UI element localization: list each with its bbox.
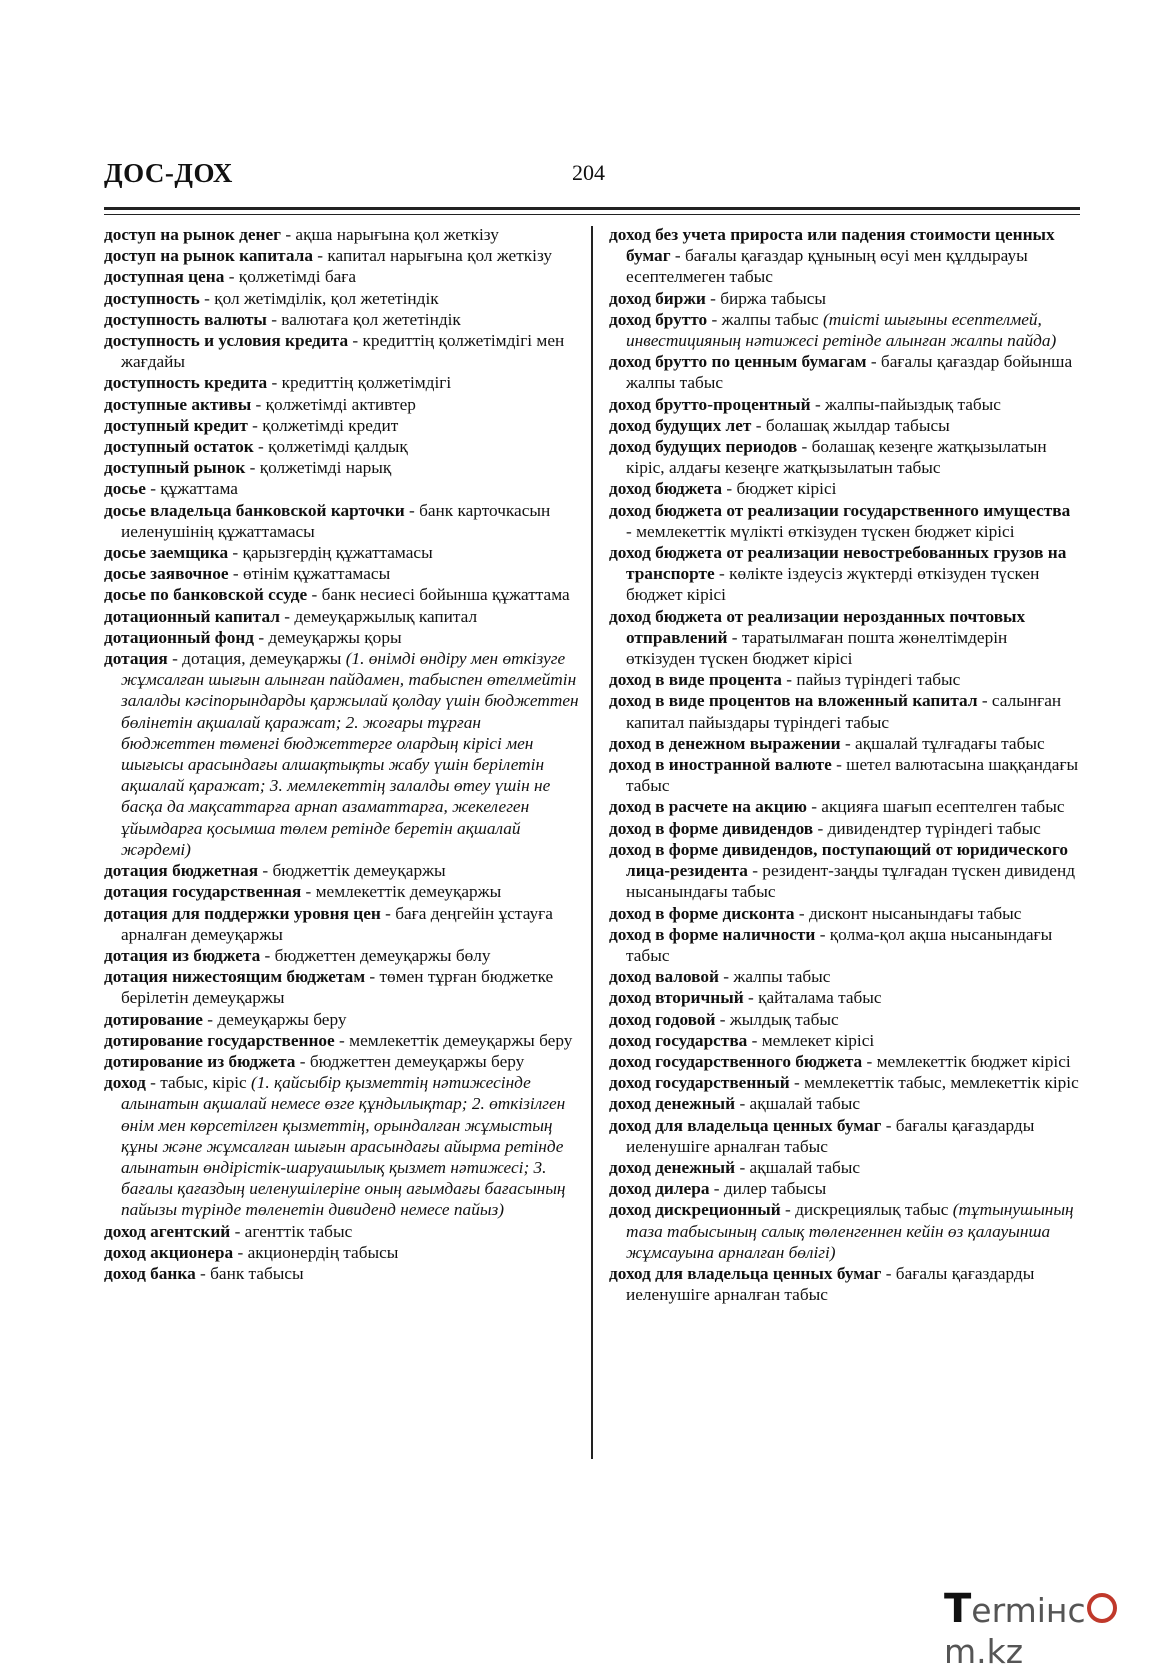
entry-definition: - мемлекеттік бюджет кірісі — [862, 1051, 1071, 1071]
entry-term: доход в расчете на акцию — [609, 797, 807, 817]
entry-definition: - көлікте іздеусіз жүктерді өткізуден түскен бюджет кірісі — [626, 564, 1040, 605]
dictionary-entry — [104, 457, 579, 478]
dictionary-entry — [609, 1178, 1079, 1199]
dictionary-entry — [104, 436, 579, 457]
entry-term: дотационный капитал — [104, 606, 280, 626]
dictionary-entry — [104, 309, 579, 330]
entry-definition: - кредиттің қолжетімдігі мен жағдайы — [121, 331, 565, 372]
dictionary-entry — [609, 309, 1079, 351]
entry-definition: - бюджеттен демеуқаржы беру — [295, 1051, 525, 1071]
dictionary-entry — [609, 351, 1079, 393]
dictionary-entry — [609, 818, 1079, 839]
entry-term: доход государства — [609, 1030, 748, 1050]
entry-term: доход акционера — [104, 1242, 234, 1262]
entry-term: доход брутто по ценным бумагам — [609, 352, 867, 372]
entry-definition: - агенттік табыс — [230, 1221, 353, 1241]
entry-term: доход будущих лет — [609, 415, 752, 435]
entry-definition: - акцияға шағып есептелген табыс — [806, 797, 1065, 817]
dictionary-entry — [609, 903, 1079, 924]
entry-definition: - қолжетімді нарық — [245, 458, 392, 478]
entry-definition: - резидент-заңды тұлғадан түскен дивиденд нысанындағы табыс — [626, 861, 1076, 902]
watermark-text-1: ermінc — [971, 1591, 1086, 1630]
entry-term: доход для владельца ценных бумаг — [609, 1115, 882, 1135]
dictionary-entry — [609, 436, 1079, 478]
entry-definition: - болашақ кезеңге жатқызылатын кіріс, алдағы кезеңге жатқызылатын табыс — [626, 437, 1047, 478]
entry-term: доход в иностранной валюте — [609, 755, 832, 775]
entry-term: доступная цена — [104, 267, 225, 287]
entry-definition: - өтінім құжаттамасы — [228, 564, 391, 584]
dictionary-entry — [609, 224, 1079, 288]
dictionary-entry — [609, 606, 1079, 670]
column-divider — [591, 226, 593, 1459]
dictionary-entry — [609, 1263, 1079, 1305]
entry-term: доход биржи — [609, 288, 706, 308]
entry-note: (тұтынушының таза табысының салық төленгеннен кейін өз қалауынша жұмсауына арналған бөлігі) — [626, 1200, 1074, 1262]
entry-term: доход — [104, 1073, 146, 1093]
entry-term: доход бюджета — [609, 479, 723, 499]
entry-definition: - валютаға қол жететіндік — [266, 309, 461, 329]
watermark-text-2: m.kz — [944, 1632, 1024, 1671]
dictionary-entry — [104, 372, 579, 393]
dictionary-entry — [104, 1221, 579, 1242]
entry-definition: - пайыз түріндегі табыс — [781, 670, 961, 690]
dictionary-entry — [104, 245, 579, 266]
dictionary-entry — [609, 1030, 1079, 1051]
dictionary-entry — [104, 1009, 579, 1030]
entry-definition: - дилер табысы — [709, 1179, 827, 1199]
entry-definition: - бағалы қағаздарды иеленушіге арналған табыс — [626, 1263, 1035, 1305]
dictionary-entry — [609, 288, 1079, 309]
entry-term: доступ на рынок капитала — [104, 246, 313, 266]
entry-note: (тиісті шығыны есептелмей, инвестицияның нәтижесі ретінде алынған жалпы пайда) — [626, 309, 1057, 351]
entry-term: доход государственного бюджета — [609, 1051, 863, 1071]
entry-term: доступный рынок — [104, 458, 246, 478]
entry-definition: - шетел валютасына шаққандағы табыс — [626, 755, 1079, 796]
entry-definition: - табыс, кіріс — [145, 1073, 252, 1093]
entry-definition: - қолжетімді қалдық — [253, 437, 408, 457]
entry-term: досье владельца банковской карточки — [104, 500, 405, 520]
dictionary-entry — [609, 1051, 1079, 1072]
dictionary-entry — [609, 1072, 1079, 1093]
dictionary-entry — [104, 1072, 579, 1220]
dictionary-entry — [609, 669, 1079, 690]
dictionary-entry — [104, 542, 579, 563]
entry-term: доход дилера — [609, 1179, 710, 1199]
entry-term: доход в виде процента — [609, 670, 782, 690]
entry-definition: - мемлекет кірісі — [747, 1030, 875, 1050]
entry-term: доход без учета прироста или падения стоимости ценных бумаг — [609, 225, 1055, 266]
entry-term: дотация бюджетная — [104, 861, 259, 881]
entry-term: доступный остаток — [104, 437, 254, 457]
entry-definition: - қайталама табыс — [743, 988, 882, 1008]
entry-definition: - капитал нарығына қол жеткізу — [312, 246, 553, 266]
entry-definition: - баға деңгейін ұстауға арналған демеуқаржы — [121, 903, 553, 944]
right-column — [609, 224, 1079, 1305]
entry-definition: - дотация, демеуқаржы — [167, 649, 346, 669]
dictionary-entry — [609, 966, 1079, 987]
entry-term: доход бюджета от реализации нерозданных почтовых отправлений — [609, 606, 1026, 647]
dictionary-entry — [104, 1263, 579, 1284]
entry-definition: - құжаттама — [145, 479, 238, 499]
entry-definition: - мемлекеттік демеуқаржы — [301, 882, 502, 902]
entry-definition: - мемлекеттік демеуқаржы беру — [334, 1030, 573, 1050]
dictionary-entry — [104, 881, 579, 902]
dictionary-entry — [104, 606, 579, 627]
entry-term: доход в форме дисконта — [609, 903, 795, 923]
entry-definition: - дисконт нысанындағы табыс — [794, 903, 1022, 923]
watermark-t: T — [944, 1586, 972, 1632]
dictionary-entry — [104, 945, 579, 966]
entry-term: доход брутто — [609, 309, 708, 329]
dictionary-entry — [609, 1157, 1079, 1178]
dictionary-entry — [104, 500, 579, 542]
entry-definition: - қолма-қол ақша нысанындағы табыс — [626, 924, 1053, 965]
dictionary-entry — [104, 966, 579, 1008]
entry-term: доход государственный — [609, 1073, 790, 1093]
entry-definition: - мемлекеттік табыс, мемлекеттік кіріс — [789, 1073, 1079, 1093]
entry-term: доход бюджета от реализации государственного имущества — [609, 500, 1071, 520]
dictionary-entry — [609, 924, 1079, 966]
dictionary-entry — [104, 1242, 579, 1263]
dictionary-entry — [609, 987, 1079, 1008]
dictionary-entry — [609, 394, 1079, 415]
entry-definition: - бюджеттен демеуқаржы бөлу — [260, 945, 491, 965]
dictionary-entry — [104, 224, 579, 245]
entry-term: доход дискреционный — [609, 1200, 781, 1220]
entry-term: дотирование — [104, 1009, 203, 1029]
watermark-o-icon — [1087, 1593, 1117, 1623]
entry-definition: - банк несиесі бойынша құжаттама — [307, 585, 570, 605]
dictionary-entry — [609, 1093, 1079, 1114]
entry-definition: - төмен тұрған бюджетке берілетін демеуқаржы — [121, 967, 554, 1008]
dictionary-entry — [104, 903, 579, 945]
entry-term: доход годовой — [609, 1009, 716, 1029]
entry-definition: - акционердің табысы — [233, 1242, 399, 1262]
dictionary-entry — [104, 1030, 579, 1051]
dictionary-entry — [104, 330, 579, 372]
entry-definition: - қолжетімді кредит — [247, 415, 399, 435]
entry-term: доход в форме наличности — [609, 924, 816, 944]
entry-note: (1. қайсыбір қызметтің нәтижесінде алынатын ақшалай немесе өзге құндылықтар; 2. өткізілген өнім мен көрсетілген қызметтің, орындалған жұмыстың құны және жұмсалған шығын арасындағы айырма ретінде алынатын өндірістік-шаруашылық қызмет нәтижесі; 3. бағалы қағаздың иеленушілеріне оның ағымдағы бағасының пайызы түрінде төленетін дивиденд немесе пайыз) — [121, 1073, 566, 1220]
entry-term: доход банка — [104, 1263, 196, 1283]
entry-term: досье — [104, 479, 146, 499]
dictionary-entry — [104, 394, 579, 415]
entry-term: дотационный фонд — [104, 627, 255, 647]
entry-term: дотация государственная — [104, 882, 302, 902]
entry-term: доход денежный — [609, 1157, 736, 1177]
entry-term: доход в денежном выражении — [609, 733, 841, 753]
dictionary-entry — [104, 415, 579, 436]
entry-definition: - салынған капитал пайыздары түріндегі табыс — [626, 691, 1062, 732]
dictionary-entry — [104, 648, 579, 860]
entry-term: доступность и условия кредита — [104, 331, 349, 351]
entry-definition: - қолжетімді активтер — [251, 394, 416, 414]
entry-term: досье по банковской ссуде — [104, 585, 308, 605]
watermark-logo — [944, 1586, 1158, 1671]
entry-definition: - болашақ жылдар табысы — [751, 415, 950, 435]
entry-term: доступность — [104, 288, 200, 308]
dictionary-entry — [609, 1009, 1079, 1030]
entry-term: досье заявочное — [104, 564, 229, 584]
entry-term: доход в виде процентов на вложенный капитал — [609, 691, 978, 711]
left-column — [104, 224, 579, 1284]
entry-definition: - бағалы қағаздар бойынша жалпы табыс — [626, 352, 1073, 393]
dictionary-entry — [104, 563, 579, 584]
entry-term: досье заемщика — [104, 543, 229, 563]
entry-term: дотация из бюджета — [104, 945, 261, 965]
entry-term: дотация для поддержки уровня цен — [104, 903, 381, 923]
entry-definition: - ақша нарығына қол жеткізу — [281, 225, 499, 244]
dictionary-entry — [104, 584, 579, 605]
entry-note: (1. өнімді өндіру мен өткізуге жұмсалған шығын алынған пайдамен, табыспен өтелмейтін залалды кәсіпорындарды қаржылай қолдау үшін бюджеттен бөлінетін ақшалай қаражат; 2. жоғары тұрған бюджеттен төменгі бюджеттерге олардың кірісі мен шығысы арасындағы алшақтықты жабу үшін берілетін ақшалай қаражат; 3. мемлекеттің залалды өтеу үшін не басқа да мақсаттарға арнап азаматтарға, жекелеген ұйымдарға қосымша төлем ретінде беретін ақшалай жәрдемі) — [121, 649, 579, 859]
entry-definition: - қол жетімділік, қол жететіндік — [199, 288, 439, 308]
dictionary-entry — [609, 1199, 1079, 1263]
running-header-title: ДОС-ДОХ — [104, 158, 233, 188]
entry-definition: - дискрециялық табыс — [780, 1200, 953, 1220]
header-rule-thin — [104, 214, 1080, 215]
entry-definition: - бағалы қағаздар құнының өсуі мен құлдырауы есептелмеген табыс — [626, 246, 1028, 287]
header-rule-thick — [104, 207, 1080, 210]
entry-term: доход в форме дивидендов — [609, 818, 814, 838]
entry-definition: - жалпы табыс — [718, 967, 831, 987]
dictionary-entry — [104, 266, 579, 287]
dictionary-entry — [609, 733, 1079, 754]
entry-definition: - ақшалай тұлғадағы табыс — [840, 733, 1045, 753]
entry-definition: - жалпы-пайыздық табыс — [810, 394, 1001, 414]
entry-definition: - қолжетімді баға — [224, 267, 357, 287]
entry-definition: - банк табысы — [195, 1263, 304, 1283]
entry-term: дотация нижестоящим бюджетам — [104, 967, 366, 987]
dictionary-entry — [609, 796, 1079, 817]
dictionary-entry — [104, 288, 579, 309]
entry-definition: - демеуқаржылық капитал — [279, 606, 478, 626]
entry-definition: - кредиттің қолжетімдігі — [267, 373, 452, 393]
entry-definition: - таратылмаған пошта жөнелтімдерін өткізуден түскен бюджет кірісі — [626, 627, 1008, 669]
dictionary-entry — [609, 415, 1079, 436]
dictionary-entry — [609, 1115, 1079, 1157]
entry-definition: - биржа табысы — [705, 288, 826, 308]
entry-term: доход агентский — [104, 1221, 231, 1241]
entry-term: доход бюджета от реализации невостребованных грузов на транспорте — [609, 543, 1067, 584]
dictionary-entry — [609, 839, 1079, 903]
entry-term: доступность кредита — [104, 373, 268, 393]
entry-term: дотирование государственное — [104, 1030, 335, 1050]
entry-definition: - банк карточкасын иеленушінің құжаттамасы — [121, 500, 551, 541]
dictionary-entry — [609, 690, 1079, 732]
entry-term: доступ на рынок денег — [104, 225, 282, 244]
entry-term: доступность валюты — [104, 309, 267, 329]
entry-definition: - жылдық табыс — [715, 1009, 839, 1029]
entry-definition: - жалпы табыс — [707, 309, 823, 329]
entry-definition: - мемлекеттік мүлікті өткізуден түскен бюджет кірісі — [626, 521, 1015, 541]
entry-term: доход брутто-процентный — [609, 394, 811, 414]
entry-term: доход денежный — [609, 1094, 736, 1114]
entry-definition: - қарызгердің құжаттамасы — [228, 543, 433, 563]
entry-definition: - демеуқаржы қоры — [254, 627, 402, 647]
entry-term: дотация — [104, 649, 168, 669]
entry-term: доход вторичный — [609, 988, 744, 1008]
entry-term: доступные активы — [104, 394, 252, 414]
entry-term: доход для владельца ценных бумаг — [609, 1263, 882, 1283]
dictionary-entry — [609, 754, 1079, 796]
entry-term: доход будущих периодов — [609, 437, 798, 457]
entry-definition: - демеуқаржы беру — [202, 1009, 347, 1029]
entry-definition: - ақшалай табыс — [735, 1094, 861, 1114]
dictionary-entry — [104, 860, 579, 881]
entry-definition: - бюджеттік демеуқаржы — [258, 861, 446, 881]
entry-term: доступный кредит — [104, 415, 248, 435]
entry-term: доход валовой — [609, 967, 719, 987]
dictionary-entry — [104, 478, 579, 499]
entry-definition: - ақшалай табыс — [735, 1157, 861, 1177]
entry-term: дотирование из бюджета — [104, 1051, 296, 1071]
dictionary-entry — [609, 478, 1079, 499]
dictionary-entry — [609, 500, 1079, 542]
dictionary-entry — [104, 627, 579, 648]
page-number: 204 — [572, 160, 605, 185]
entry-definition: - дивидендтер түріндегі табыс — [813, 818, 1041, 838]
dictionary-entry — [609, 542, 1079, 606]
dictionary-entry — [104, 1051, 579, 1072]
entry-definition: - бағалы қағаздарды иеленушіге арналған табыс — [626, 1115, 1035, 1156]
entry-definition: - бюджет кірісі — [722, 479, 837, 499]
entry-term: доход в форме дивидендов, поступающий от юридического лица-резидента — [609, 839, 1068, 881]
